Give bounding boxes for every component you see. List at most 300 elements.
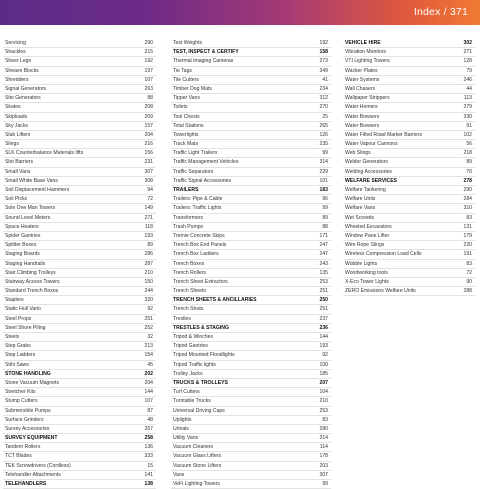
entry-page-number: 267 <box>144 425 153 432</box>
entry-label: SLK Counterbalance Materials lifts <box>5 150 84 157</box>
entry-page-number: 278 <box>463 177 472 184</box>
entry-page-number: 312 <box>319 95 328 102</box>
entry-label: Trench Box End Panels <box>173 242 227 249</box>
entry-label: Tile Cutters <box>173 76 199 83</box>
index-section-heading <box>3 434 156 443</box>
entry-label: Surface Grinders <box>5 416 44 423</box>
entry-label: Welder Generators <box>345 159 388 166</box>
entry-label: Vibration Monitors <box>345 49 386 56</box>
entry-page-number: 302 <box>463 40 472 46</box>
entry-label: Skiploads <box>5 113 28 120</box>
entry-label: Space Heaters <box>5 223 39 230</box>
entry-label: Trench Boxes <box>173 260 205 267</box>
index-entry <box>343 214 475 223</box>
entry-page-number: 102 <box>463 131 472 138</box>
entry-page-number: 220 <box>463 242 472 249</box>
entry-page-number: 135 <box>319 269 328 276</box>
entry-label: Wacker Plates <box>345 67 378 74</box>
index-entry <box>171 76 331 85</box>
index-entry <box>171 57 331 66</box>
index-section-heading <box>171 48 331 57</box>
entry-label: Slings <box>5 141 19 148</box>
entry-page-number: 107 <box>144 76 153 83</box>
index-entry <box>171 204 331 213</box>
entry-label: Stretcher Kits <box>5 389 36 396</box>
entry-label: Water Bowsers <box>345 113 380 120</box>
entry-page-number: 271 <box>463 49 472 56</box>
index-entry <box>171 94 331 103</box>
entry-page-number: 92 <box>147 306 153 313</box>
entry-page-number: 114 <box>319 444 328 451</box>
entry-page-number: 218 <box>463 150 472 157</box>
entry-page-number: 247 <box>319 251 328 258</box>
entry-label: Vacuum Glass Lifters <box>173 453 222 460</box>
entry-page-number: 333 <box>144 453 153 460</box>
index-entry <box>171 122 331 131</box>
entry-page-number: 252 <box>144 324 153 331</box>
entry-label: Vacuum Stone Lifters <box>173 462 222 469</box>
index-entry <box>343 223 475 232</box>
entry-page-number: 284 <box>463 196 472 203</box>
entry-page-number: 265 <box>319 122 328 129</box>
index-entry <box>171 241 331 250</box>
index-entry <box>343 168 475 177</box>
index-entry <box>171 351 331 360</box>
index-entry <box>3 94 156 103</box>
entry-label: Shredders <box>5 76 29 83</box>
entry-label: Turntable Trucks <box>173 398 211 405</box>
index-entry <box>343 241 475 250</box>
index-entry <box>171 434 331 443</box>
entry-label: ZERO Emissions Welfare Units <box>345 288 416 295</box>
page-title: Index / 371 <box>413 6 468 18</box>
entry-page-number: 251 <box>144 315 153 322</box>
index-entry <box>3 407 156 416</box>
entry-page-number: 209 <box>144 113 153 120</box>
entry-label: Tremie Concrete Skips <box>173 232 225 239</box>
entry-page-number: 79 <box>466 67 472 74</box>
index-entry <box>3 333 156 342</box>
entry-page-number: 320 <box>144 297 153 304</box>
entry-page-number: 246 <box>463 76 472 83</box>
entry-label: STONE HANDLING <box>5 370 51 377</box>
entry-page-number: 231 <box>144 159 153 166</box>
entry-page-number: 263 <box>144 85 153 92</box>
index-entry <box>3 342 156 351</box>
entry-page-number: 15 <box>147 462 153 469</box>
entry-label: Vacuum Cleaners <box>173 444 214 451</box>
entry-label: Stone Vacuum Magnets <box>5 379 59 386</box>
entry-label: Tipper Vans <box>173 95 200 102</box>
index-entry <box>3 471 156 480</box>
entry-label: Water Homers <box>345 104 378 111</box>
entry-label: Small White Base Vans <box>5 177 58 184</box>
entry-label: Trench Struts <box>173 306 204 313</box>
entry-page-number: 243 <box>319 260 328 267</box>
entry-label: X-Eco Tower Lights <box>345 278 389 285</box>
index-entry <box>171 443 331 452</box>
index-entry <box>3 452 156 461</box>
entry-page-number: 234 <box>319 85 328 92</box>
entry-page-number: 90 <box>466 278 472 285</box>
entry-page-number: 247 <box>319 242 328 249</box>
index-entry <box>171 407 331 416</box>
entry-page-number: 204 <box>144 379 153 386</box>
index-entry <box>171 113 331 122</box>
entry-page-number: 48 <box>147 416 153 423</box>
index-entry <box>3 416 156 425</box>
entry-page-number: 204 <box>144 131 153 138</box>
index-entry <box>171 305 331 314</box>
entry-label: Transformers <box>173 214 204 221</box>
index-entry <box>171 416 331 425</box>
index-entry <box>171 223 331 232</box>
index-entry <box>171 480 331 489</box>
index-entry <box>3 443 156 452</box>
entry-label: Stihl Saws <box>5 361 29 368</box>
entry-label: Total Stations <box>173 122 204 129</box>
entry-label: Wheeled Excavators <box>345 223 392 230</box>
index-entry <box>3 113 156 122</box>
index-entry <box>171 214 331 223</box>
index-entry <box>3 39 156 48</box>
index-entry <box>171 85 331 94</box>
entry-label: Steel Props <box>5 315 32 322</box>
entry-label: Trench Sheet Extractors <box>173 278 228 285</box>
entry-page-number: 290 <box>463 187 472 193</box>
entry-label: Steel Shore Piling <box>5 324 46 331</box>
index-entry <box>171 103 331 112</box>
entry-label: Wall Chasers <box>345 85 376 92</box>
entry-page-number: 171 <box>319 232 328 239</box>
index-entry <box>3 76 156 85</box>
entry-page-number: 157 <box>144 122 153 129</box>
entry-label: TEK Screwdrivers (Cordless) <box>5 462 71 469</box>
index-entry <box>3 397 156 406</box>
entry-page-number: 101 <box>319 177 328 184</box>
entry-label: Staging Handrails <box>5 260 46 267</box>
index-entry <box>3 195 156 204</box>
entry-page-number: 258 <box>144 435 153 442</box>
index-entry <box>171 388 331 397</box>
entry-label: Survey Accessories <box>5 425 50 432</box>
index-entry <box>171 158 331 167</box>
index-entry <box>3 305 156 314</box>
entry-label: Wallpaper Strippers <box>345 95 390 102</box>
index-entry <box>171 232 331 241</box>
entry-page-number: 104 <box>319 389 328 396</box>
entry-label: Spider Gantries <box>5 232 41 239</box>
index-entry <box>343 287 475 296</box>
entry-label: Sheave Blocks <box>5 67 39 74</box>
entry-label: TRAILERS <box>173 187 199 193</box>
index-entry <box>171 397 331 406</box>
index-entry <box>3 57 156 66</box>
entry-page-number: 251 <box>319 288 328 295</box>
entry-page-number: 100 <box>319 361 328 368</box>
entry-label: Steels <box>5 334 20 340</box>
index-section-heading <box>171 324 331 333</box>
entry-page-number: 202 <box>144 370 153 377</box>
entry-page-number: 203 <box>319 462 328 469</box>
entry-page-number: 236 <box>319 324 328 331</box>
entry-label: WELFARE SERVICES <box>345 177 397 184</box>
entry-label: Site Generators <box>5 95 41 102</box>
index-entry <box>3 278 156 287</box>
entry-page-number: 193 <box>144 232 153 239</box>
index-entry <box>3 223 156 232</box>
entry-page-number: 113 <box>463 95 472 102</box>
entry-label: TCT Blades <box>5 453 32 460</box>
entry-page-number: 149 <box>144 205 153 212</box>
entry-label: Welding Accessories <box>345 168 392 175</box>
index-entry <box>3 269 156 278</box>
entry-page-number: 144 <box>144 389 153 396</box>
index-entry <box>171 67 331 76</box>
entry-label: Window Pane Lifter <box>345 232 390 239</box>
entry-label: Urinals <box>173 425 189 432</box>
entry-page-number: 290 <box>144 40 153 46</box>
entry-label: Wireless Compression Load Cells <box>345 251 422 258</box>
index-entry <box>3 140 156 149</box>
entry-page-number: 88 <box>147 95 153 102</box>
entry-page-number: 44 <box>466 85 472 92</box>
index-entry <box>343 260 475 269</box>
entry-page-number: 251 <box>319 306 328 313</box>
index-entry <box>3 177 156 186</box>
entry-label: Trench Sheets <box>173 288 206 295</box>
entry-label: Wet Screeds <box>345 214 375 221</box>
entry-page-number: 32 <box>147 334 153 340</box>
entry-page-number: 197 <box>144 67 153 74</box>
entry-label: Slot Barriers <box>5 159 34 166</box>
index-entry <box>3 250 156 259</box>
entry-page-number: 229 <box>319 168 328 175</box>
entry-page-number: 308 <box>144 177 153 184</box>
entry-label: Water Filled Road Marker Barriers <box>345 131 423 138</box>
entry-page-number: 310 <box>463 205 472 212</box>
index-entry <box>3 315 156 324</box>
index-entry <box>3 462 156 471</box>
entry-label: Stump Cutters <box>5 398 38 405</box>
entry-label: Uplights <box>173 416 192 423</box>
entry-label: Signal Generators <box>5 85 47 92</box>
entry-label: Traffic Light Trailers <box>173 150 218 157</box>
entry-label: Tripod & Winches <box>173 334 214 340</box>
index-entry <box>3 324 156 333</box>
entry-page-number: 88 <box>322 223 328 230</box>
index-entry <box>171 333 331 342</box>
index-entry <box>171 140 331 149</box>
entry-page-number: 99 <box>322 481 328 487</box>
entry-page-number: 96 <box>322 196 328 203</box>
entry-page-number: 158 <box>319 49 328 56</box>
entry-page-number: 270 <box>319 104 328 111</box>
entry-label: Tie Tags <box>173 67 192 74</box>
entry-label: TELEHANDLERS <box>5 481 47 487</box>
entry-page-number: 216 <box>144 141 153 148</box>
entry-page-number: 215 <box>144 49 153 56</box>
entry-page-number: 99 <box>322 150 328 157</box>
entry-label: Trench Rollers <box>173 269 206 276</box>
entry-label: Turf Cutters <box>173 389 200 396</box>
index-entry <box>343 269 475 278</box>
entry-label: Water Bowsers <box>345 122 380 129</box>
entry-page-number: 287 <box>144 260 153 267</box>
entry-page-number: 99 <box>322 205 328 212</box>
index-entry <box>3 214 156 223</box>
entry-page-number: 193 <box>319 343 328 350</box>
index-entry <box>171 177 331 186</box>
entry-page-number: 89 <box>322 214 328 221</box>
index-entry <box>171 260 331 269</box>
entry-page-number: 70 <box>466 168 472 175</box>
entry-page-number: 154 <box>144 352 153 359</box>
index-column-2 <box>171 39 331 489</box>
index-entry <box>3 149 156 158</box>
entry-label: Soil Displacement Hammers <box>5 187 70 193</box>
index-entry <box>171 315 331 324</box>
index-entry <box>343 48 475 57</box>
entry-page-number: 156 <box>144 150 153 157</box>
entry-page-number: 131 <box>463 223 472 230</box>
index-entry <box>343 186 475 195</box>
entry-page-number: 307 <box>144 168 153 175</box>
index-entry <box>3 361 156 370</box>
entry-page-number: 107 <box>144 398 153 405</box>
index-section-heading <box>343 177 475 186</box>
entry-label: Traffic Management Vehicles <box>173 159 239 166</box>
entry-page-number: 89 <box>147 242 153 249</box>
entry-label: Stair Climbing Trolleys <box>5 269 56 276</box>
entry-label: Step Ladders <box>5 352 36 359</box>
entry-page-number: 179 <box>463 232 472 239</box>
entry-label: Servicing <box>5 40 26 46</box>
entry-label: Wobble Lights <box>345 260 378 267</box>
entry-page-number: 72 <box>147 196 153 203</box>
entry-page-number: 83 <box>466 260 472 267</box>
entry-label: Traffic Separators <box>173 168 214 175</box>
index-column-1 <box>3 39 156 489</box>
entry-page-number: 126 <box>319 131 328 138</box>
entry-page-number: 288 <box>463 288 472 295</box>
entry-page-number: 25 <box>322 113 328 120</box>
entry-label: Soil Picks <box>5 196 28 203</box>
entry-label: Universal Driving Caps <box>173 407 225 414</box>
entry-label: Sole One Man Towers <box>5 205 56 212</box>
index-entry <box>3 85 156 94</box>
index-entry <box>171 195 331 204</box>
index-entry <box>3 122 156 131</box>
index-entry <box>343 278 475 287</box>
entry-page-number: 41 <box>322 76 328 83</box>
index-entry <box>3 204 156 213</box>
index-entry <box>3 351 156 360</box>
entry-page-number: 286 <box>144 251 153 258</box>
entry-label: Woodworking tools <box>345 269 388 276</box>
entry-label: Trailers: Traffic Lights <box>173 205 222 212</box>
index-entry <box>171 471 331 480</box>
entry-page-number: 191 <box>463 251 472 258</box>
page-header <box>0 0 480 25</box>
index-entry <box>3 48 156 57</box>
index-section-heading <box>171 296 331 305</box>
entry-label: Test Weights <box>173 40 203 46</box>
entry-label: Trailers: Pipe & Cable <box>173 196 223 203</box>
index-entry <box>3 241 156 250</box>
index-entry <box>343 158 475 167</box>
entry-label: Shackles <box>5 49 26 56</box>
entry-page-number: 192 <box>319 40 328 46</box>
entry-label: Trolley Jacks <box>173 370 203 377</box>
entry-label: TEST, INSPECT & CERTIFY <box>173 49 239 56</box>
index-entry <box>3 67 156 76</box>
entry-page-number: 150 <box>144 278 153 285</box>
entry-label: Trench Box Ladders <box>173 251 219 258</box>
entry-page-number: 210 <box>319 398 328 405</box>
entry-page-number: 178 <box>319 453 328 460</box>
index-entry <box>171 39 331 48</box>
index-entry <box>343 94 475 103</box>
index-entry <box>343 204 475 213</box>
entry-page-number: 273 <box>319 58 328 65</box>
entry-page-number: 92 <box>322 352 328 359</box>
entry-label: Welfare Units <box>345 196 376 203</box>
entry-label: VeFi Lighting Towers <box>173 481 220 487</box>
entry-label: Track Mats <box>173 141 198 148</box>
entry-page-number: 244 <box>144 288 153 295</box>
index-entry <box>171 361 331 370</box>
entry-page-number: 280 <box>319 425 328 432</box>
entry-page-number: 253 <box>319 407 328 414</box>
entry-label: Tripod Mounted Floodlights <box>173 352 235 359</box>
index-entry <box>343 85 475 94</box>
entry-page-number: 89 <box>466 159 472 166</box>
entry-label: Standard Trench Boxes <box>5 288 59 295</box>
index-entry <box>343 149 475 158</box>
entry-page-number: 307 <box>319 471 328 478</box>
index-entry <box>3 103 156 112</box>
entry-page-number: 349 <box>319 67 328 74</box>
entry-page-number: 330 <box>463 113 472 120</box>
entry-page-number: 118 <box>144 223 153 230</box>
index-entry <box>3 186 156 195</box>
entry-page-number: 314 <box>319 159 328 166</box>
entry-label: Telehandler Attachments <box>5 471 61 478</box>
entry-label: Vans <box>173 471 185 478</box>
entry-page-number: 94 <box>147 187 153 193</box>
index-entry <box>3 425 156 434</box>
entry-label: Splitter Boxes <box>5 242 37 249</box>
entry-label: Slab Lifters <box>5 131 31 138</box>
entry-label: Water Vapour Cannons <box>345 141 398 148</box>
entry-page-number: 144 <box>319 334 328 340</box>
entry-label: Wire Rope Slings <box>345 242 385 249</box>
entry-label: Towerlights <box>173 131 199 138</box>
index-entry <box>171 425 331 434</box>
entry-page-number: 207 <box>319 379 328 386</box>
index-entry <box>3 296 156 305</box>
index-entry <box>3 168 156 177</box>
index-entry <box>343 250 475 259</box>
entry-label: Sheer Legs <box>5 58 32 65</box>
entry-label: Utility Vans <box>173 435 199 442</box>
entry-label: Small Vans <box>5 168 31 175</box>
index-entry <box>3 131 156 140</box>
index-section-heading <box>171 186 331 195</box>
entry-label: Trash Pumps <box>173 223 204 230</box>
index-entry <box>343 140 475 149</box>
